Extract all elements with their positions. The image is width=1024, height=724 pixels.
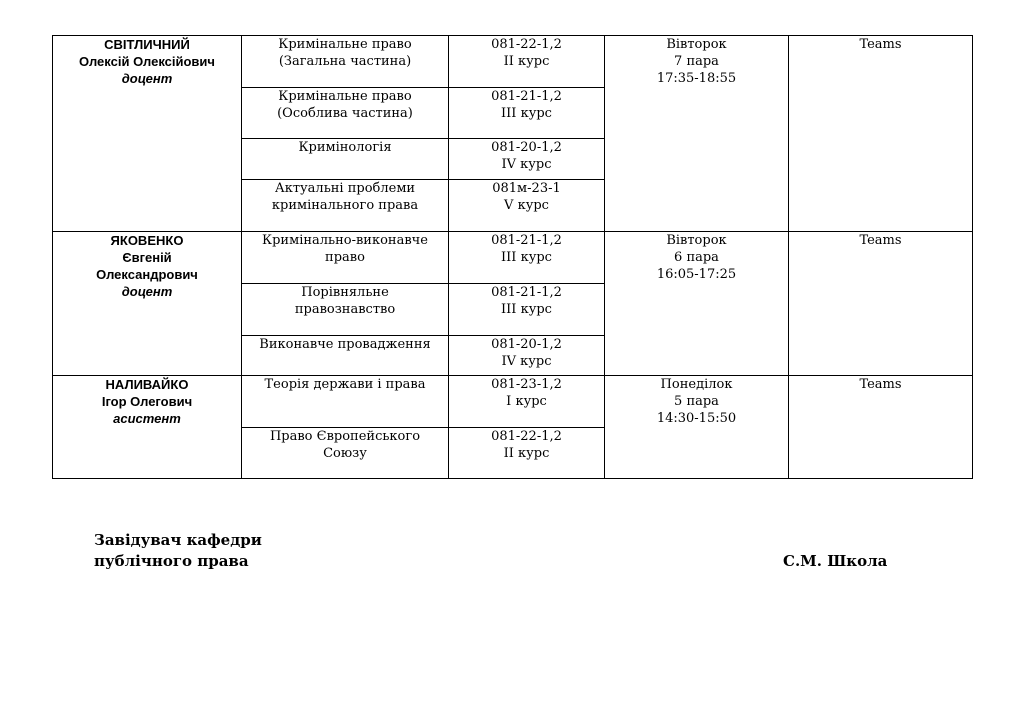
- day-label: Понеділок: [660, 377, 733, 392]
- subject-cell: [242, 180, 449, 232]
- teacher-name: Олександрович: [96, 267, 198, 282]
- platform-label: Teams: [859, 233, 902, 248]
- group-code: 081м-23-1: [492, 181, 561, 196]
- table-row: [53, 36, 973, 88]
- subject-title: Актуальні проблеми: [274, 181, 416, 196]
- platform-cell: [789, 376, 973, 479]
- subject-title: Кримінологія: [298, 140, 392, 155]
- group-cell: [449, 376, 605, 428]
- subject-title: Кримінальне право: [278, 89, 412, 104]
- group-code: 081-21-1,2: [491, 233, 562, 248]
- head-of-department-line: Завідувач кафедри: [94, 531, 262, 549]
- group-cell: [449, 232, 605, 284]
- teacher-surname: ЯКОВЕНКО: [110, 233, 184, 248]
- platform-cell: [789, 232, 973, 376]
- time-cell: [605, 376, 789, 479]
- subject-title: Порівняльне: [301, 285, 389, 300]
- subject-cell: [242, 376, 449, 428]
- group-cell: [449, 428, 605, 479]
- group-cell: [449, 139, 605, 180]
- subject-cell: [242, 88, 449, 139]
- course-label: ІІ курс: [503, 446, 550, 461]
- teacher-cell: [53, 36, 242, 232]
- group-code: 081-22-1,2: [491, 429, 562, 444]
- table-row: [53, 232, 973, 284]
- subject-cell: [242, 139, 449, 180]
- course-label: ІІІ курс: [501, 250, 552, 265]
- platform-label: Teams: [859, 37, 902, 52]
- group-code: 081-23-1,2: [491, 377, 562, 392]
- group-code: 081-21-1,2: [491, 89, 562, 104]
- subject-title: кримінального права: [271, 198, 419, 213]
- teacher-name: Олексій Олексійович: [79, 54, 215, 69]
- subject-title: (Загальна частина): [278, 54, 412, 69]
- teacher-surname: НАЛИВАЙКО: [105, 377, 189, 392]
- hours-label: 14:30-15:50: [656, 411, 737, 426]
- teacher-position: асистент: [113, 411, 181, 426]
- subject-title: Виконавче провадження: [259, 337, 431, 352]
- pair-label: 6 пара: [674, 250, 719, 265]
- group-cell: [449, 284, 605, 336]
- subject-cell: [242, 232, 449, 284]
- group-code: 081-22-1,2: [491, 37, 562, 52]
- course-label: ІІ курс: [503, 54, 550, 69]
- platform-cell: [789, 36, 973, 232]
- time-cell: [605, 36, 789, 232]
- subject-cell: [242, 36, 449, 88]
- group-code: 081-21-1,2: [491, 285, 562, 300]
- group-cell: [449, 180, 605, 232]
- group-code: 081-20-1,2: [491, 140, 562, 155]
- subject-title: правознавство: [294, 302, 396, 317]
- course-label: IV курс: [501, 354, 552, 369]
- course-label: ІІІ курс: [501, 302, 552, 317]
- course-label: V курс: [504, 198, 549, 213]
- day-label: Вівторок: [666, 233, 727, 248]
- signature-block-title: [94, 530, 262, 572]
- teacher-surname: СВІТЛИЧНИЙ: [104, 37, 190, 52]
- pair-label: 7 пара: [674, 54, 719, 69]
- group-cell: [449, 36, 605, 88]
- subject-title: Теорія держави і права: [264, 377, 426, 392]
- hours-label: 16:05-17:25: [656, 267, 737, 282]
- department-name-line: публічного права: [94, 552, 249, 570]
- course-label: І курс: [506, 394, 547, 409]
- day-label: Вівторок: [666, 37, 727, 52]
- teacher-cell: [53, 232, 242, 376]
- subject-title: (Особлива частина): [277, 106, 413, 121]
- schedule-table: [52, 35, 973, 479]
- course-label: ІІІ курс: [501, 106, 552, 121]
- teacher-name: Ігор Олегович: [101, 394, 193, 409]
- teacher-name: Євгеній: [122, 250, 172, 265]
- pair-label: 5 пара: [674, 394, 719, 409]
- subject-cell: [242, 284, 449, 336]
- signatory-name: С.М. Школа: [783, 552, 888, 570]
- teacher-position: доцент: [121, 284, 173, 299]
- platform-label: Teams: [859, 377, 902, 392]
- hours-label: 17:35-18:55: [656, 71, 737, 86]
- teacher-cell: [53, 376, 242, 479]
- group-cell: [449, 88, 605, 139]
- group-code: 081-20-1,2: [491, 337, 562, 352]
- table-row: [53, 376, 973, 428]
- subject-title: Союзу: [323, 446, 367, 461]
- course-label: IV курс: [501, 157, 552, 172]
- subject-title: Кримінально-виконавче: [262, 233, 428, 248]
- subject-cell: [242, 336, 449, 376]
- subject-title: Кримінальне право: [278, 37, 412, 52]
- subject-cell: [242, 428, 449, 479]
- time-cell: [605, 232, 789, 376]
- subject-title: право: [325, 250, 365, 265]
- teacher-position: доцент: [121, 71, 173, 86]
- subject-title: Право Європейського: [269, 429, 421, 444]
- group-cell: [449, 336, 605, 376]
